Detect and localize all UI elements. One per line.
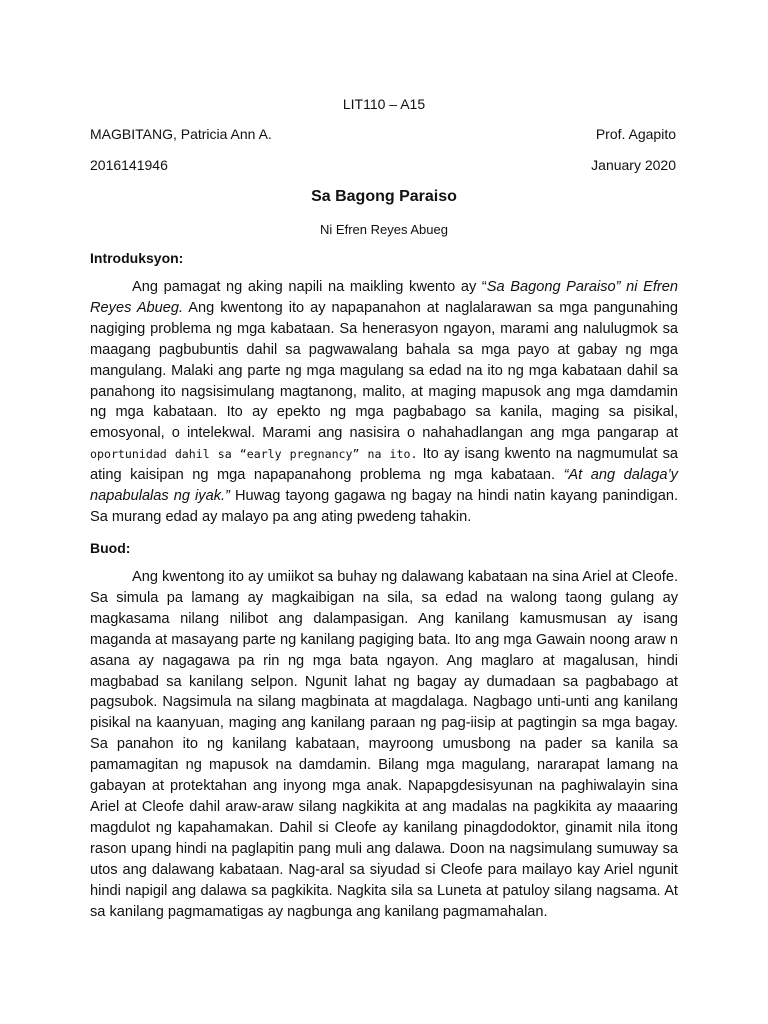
professor-name: Prof. Agapito (595, 126, 676, 142)
intro-text-1: Ang pamagat ng aking napili na maikling kwento ay “ (132, 279, 487, 295)
intro-text-2: Ang kwentong ito ay napapanahon at naglalarawan sa mga pangunahing nagiging problema ng mga kabataan. Sa henerasyon ngayon, marami ang nalulugmok sa maagang pagbubuntis dahil sa pagwawalang bahala sa mga payo at gabay ng mga mangulang. Malaki ang parte ng mga magulang sa edad na ito ng mga kabataan dahil sa panahong ito nagsisimulang magtanong, malito, at maging mapusok ang mga damdamin ng mga kabataan. Ito ay epekto ng mga pagbabago sa kanila, maging sa pisikal, emosyonal, o intelekwal. Marami ang nasisira o nahahadlangan ang mga pangarap at (90, 299, 678, 442)
intro-paragraph (90, 277, 678, 528)
buod-paragraph: Ang kwentong ito ay umiikot sa buhay ng dalawang kabataan na sina Ariel at Cleofe. Sa simula pa lamang ay magkaibigan na sila, sa edad na walong taong gulang ay magkasama nilang nilibot ang dalampasigan. Ang kanilang kamusmusan ay isang maganda at masayang parte ng kanilang pagiging bata. Ito ang mga Gawain noong araw n asana ay nagagawa pa rin ng mga bata ngayon. Ang maglaro at magalusan, hindi magbabad sa kanilang selpon. Ngunit lahat ng bagay ay dumadaan sa pagbabago at pagsubok. Nagsimula na silang magbinata at magdalaga. Nagbago unti-unti ang kanilang pisikal na kaanyuan, maging ang kanilang paraan ng pag-iisip at pagtingin sa mga bagay. Sa panahon ito ng kanilang kabataan, mayroong umusbong na pader sa kanila sa pamamagitan ng mapusok na damdamin. Bilang mga magulang, nararapat lamang na gabayan at protektahan ang inyong mga anak. Napapgdesisyunan na paghiwalayin sina Ariel at Cleofe dahil araw-araw silang nagkikita at ang madalas na pagkikita ay maaaring magdulot ng kapahamakan. Dahil si Cleofe ay kanilang pinagdodoktor, ginamit nila itong rason upang hindi na paglapitin pang muli ang dalawa. Doon na nagsimulang sumuway sa utos ang dalawang kabataan. Nag-aral sa siyudad si Cleofe para mailayo kay Ariel ngunit hindi napigil ang dalawa sa pagkikita. Nagkita sila sa Luneta at patuloy silang nagsama. At sa kanilang pagmamatigas ay nagbunga ang kanilang pagmamahalan. (90, 569, 678, 920)
author-byline: Ni Efren Reyes Abueg (320, 222, 448, 237)
document-title: Sa Bagong Paraiso (311, 188, 457, 205)
buod-heading: Buod: (90, 540, 131, 556)
intro-text-3: Ito ay isang kwento na nagmumulat sa ating kaisipan ng mga napapanahong problema ng mga kabataan. (90, 446, 678, 484)
header-row-2 (90, 157, 676, 173)
course-code: LIT110 – A15 (342, 96, 426, 112)
student-name: MAGBITANG, Patricia Ann A. (90, 126, 272, 142)
submission-date: January 2020 (591, 157, 676, 173)
student-id: 2016141946 (90, 157, 168, 173)
intro-mono-text: oportunidad dahil sa “early pregnancy” na ito. (90, 447, 418, 462)
intro-quote: “At ang dalaga’y napabulalas ng iyak.” (90, 467, 678, 505)
intro-text-4: Huwag tayong gagawa ng bagay na hindi natin kayang panindigan. Sa murang edad ay malayo pa ang ating pwedeng tahakin. (90, 488, 679, 525)
intro-heading: Introduksyon: (90, 250, 184, 266)
header-row-1 (90, 126, 676, 142)
intro-story-title: Sa Bagong Paraiso” ni Efren Reyes Abueg. (90, 279, 678, 316)
